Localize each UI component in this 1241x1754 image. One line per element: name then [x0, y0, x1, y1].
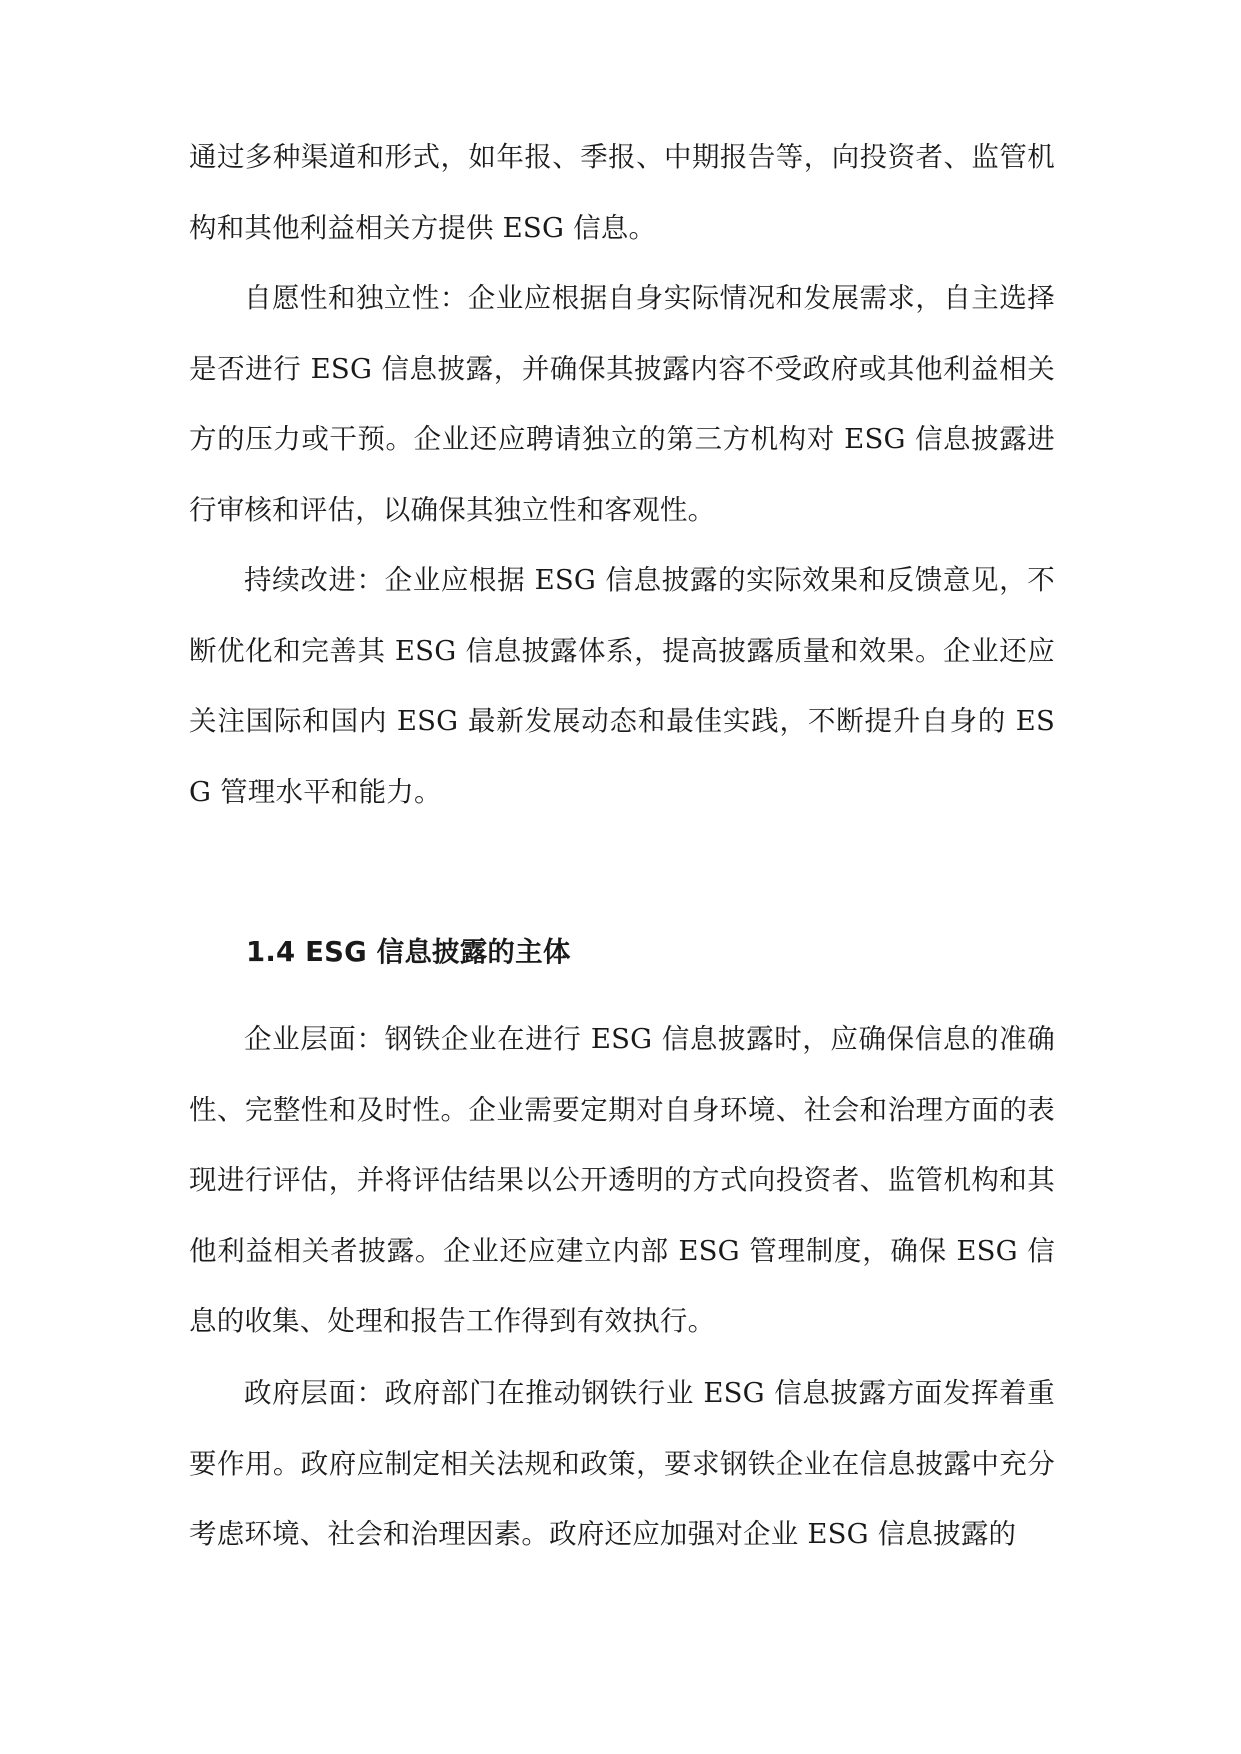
paragraph-enterprise-level: 企业层面：钢铁企业在进行 ESG 信息披露时，应确保信息的准确性、完整性和及时性。企业需要定期对自身环境、社会和治理方面的表现进行评估，并将评估结果以公开透明的方式向投资者、监管机构和其他利益相关者披露。企业还应建立内部 ESG 管理制度，确保 ESG 信息的收集、处理和报告工作得到有效执行。 [189, 1023, 1055, 1337]
paragraph-voluntariness-independence: 自愿性和独立性：企业应根据自身实际情况和发展需求，自主选择是否进行 ESG 信息披露，并确保其披露内容不受政府或其他利益相关方的压力或干预。企业还应聘请独立的第三方机构对 ESG 信息披露进行审核和评估，以确保其独立性和客观性。 [189, 282, 1055, 526]
paragraph-disclosure-channels: 通过多种渠道和形式，如年报、季报、中期报告等，向投资者、监管机构和其他利益相关方提供 ESG 信息。 [189, 141, 1055, 244]
paragraph-continuous-improvement: 持续改进：企业应根据 ESG 信息披露的实际效果和反馈意见，不断优化和完善其 ESG 信息披露体系，提高披露质量和效果。企业还应关注国际和国内 ESG 最新发展动态和最佳实践，不断提升自身的 ESG 管理水平和能力。 [189, 564, 1055, 808]
paragraph-government-level: 政府层面：政府部门在推动钢铁行业 ESG 信息披露方面发挥着重要作用。政府应制定相关法规和政策，要求钢铁企业在信息披露中充分考虑环境、社会和治理因素。政府还应加强对企业 ESG 信息披露的 [189, 1377, 1055, 1550]
section-heading: 1.4 ESG 信息披露的主体 [246, 936, 571, 968]
